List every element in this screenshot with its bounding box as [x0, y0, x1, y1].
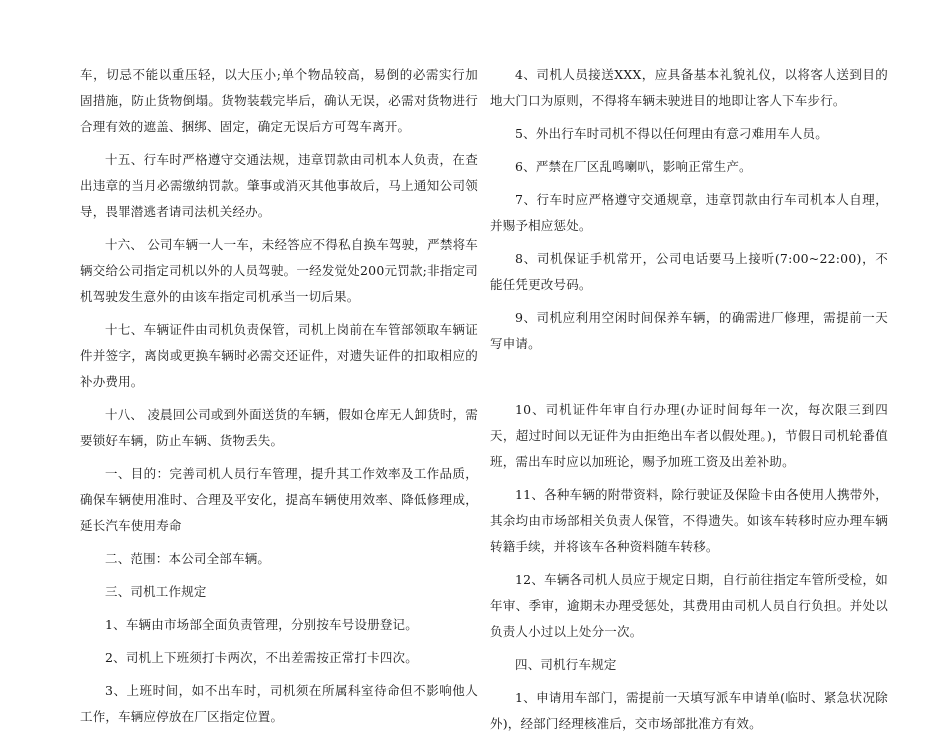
right-column — [490, 62, 888, 744]
left-paragraph: 十六、 公司车辆一人一车，未经答应不得私自换车驾驶，严禁将车辆交给公司指定司机以外的人员驾驶。一经发觉处200元罚款;非指定司机驾驶发生意外的由该车指定司机承当一切后果。 — [80, 237, 478, 304]
right-paragraph: 9、司机应利用空闲时间保养车辆，的确需进厂修理，需提前一天写申请。 — [490, 310, 888, 351]
left-paragraph: 2、司机上下班须打卡两次，不出差需按正常打卡四次。 — [105, 650, 418, 665]
right-paragraph: 四、司机行车规定 — [515, 657, 617, 672]
left-column — [80, 62, 478, 737]
right-paragraph: 1、申请用车部门，需提前一天填写派车申请单(临时、紧急状况除外)，经部门经理核准后，交市场部批准方有效。 — [490, 690, 888, 731]
right-paragraph: 12、车辆各司机人员应于规定日期，自行前往指定车管所受检，如年审、季审，逾期未办理受惩处，其费用由司机人员自行负担。并处以负责人小过以上处分一次。 — [490, 572, 888, 639]
right-paragraph — [490, 364, 888, 390]
left-paragraph: 三、司机工作规定 — [105, 584, 207, 599]
right-paragraph: 4、司机人员接送XXX，应具备基本礼貌礼仪，以将客人送到目的地大门口为原则，不得将车辆未驶进目的地即让客人下车步行。 — [490, 67, 888, 108]
left-paragraph: 十八、 凌晨回公司或到外面送货的车辆，假如仓库无人卸货时，需要锁好车辆，防止车辆、货物丢失。 — [80, 407, 478, 448]
left-paragraph: 二、范围：本公司全部车辆。 — [105, 551, 271, 566]
right-paragraph: 6、严禁在厂区乱鸣喇叭，影响正常生产。 — [515, 159, 752, 174]
left-paragraph: 车，切忌不能以重压轻，以大压小;单个物品较高，易倒的必需实行加固措施，防止货物倒塌。货物装载完毕后，确认无误，必需对货物进行合理有效的遮盖、捆绑、固定，确定无误后方可驾车离开。 — [80, 67, 478, 134]
right-paragraph: 10、司机证件年审自行办理(办证时间每年一次，每次限三到四天，超过时间以无证件为由拒绝出车者以假处理。)，节假日司机轮番值班，需出车时应以加班论，赐予加班工资及出差补助。 — [490, 402, 888, 469]
left-paragraph: 1、车辆由市场部全面负责管理，分别按车号设册登记。 — [105, 617, 418, 632]
right-paragraph: 5、外出行车时司机不得以任何理由有意刁难用车人员。 — [515, 126, 828, 141]
left-paragraph: 十七、车辆证件由司机负责保管，司机上岗前在车管部领取车辆证件并签字，离岗或更换车辆时必需交还证件，对遗失证件的扣取相应的补办费用。 — [80, 322, 478, 389]
left-paragraph: 一、目的：完善司机人员行车管理，提升其工作效率及工作品质，确保车辆使用准时、合理及平安化，提高车辆使用效率、降低修理成，延长汽车使用寿命 — [80, 466, 478, 533]
right-paragraph: 7、行车时应严格遵守交通规章，违章罚款由行车司机本人自理，并赐予相应惩处。 — [490, 192, 888, 233]
left-paragraph: 3、上班时间，如不出车时，司机须在所属科室待命但不影响他人工作，车辆应停放在厂区指定位置。 — [80, 683, 478, 724]
right-paragraph: 8、司机保证手机常开，公司电话要马上接听(7:00~22:00)，不能任凭更改号码。 — [490, 251, 888, 292]
left-paragraph: 十五、行车时严格遵守交通法规，违章罚款由司机本人负责，在查出违章的当月必需缴纳罚款。肇事或消灭其他事故后，马上通知公司领导，畏罪潜逃者请司法机关经办。 — [80, 152, 478, 219]
right-paragraph: 11、各种车辆的附带资料，除行驶证及保险卡由各使用人携带外，其余均由市场部相关负责人保管，不得遗失。如该车转移时应办理车辆转籍手续，并将该车各种资料随车转移。 — [490, 487, 888, 554]
